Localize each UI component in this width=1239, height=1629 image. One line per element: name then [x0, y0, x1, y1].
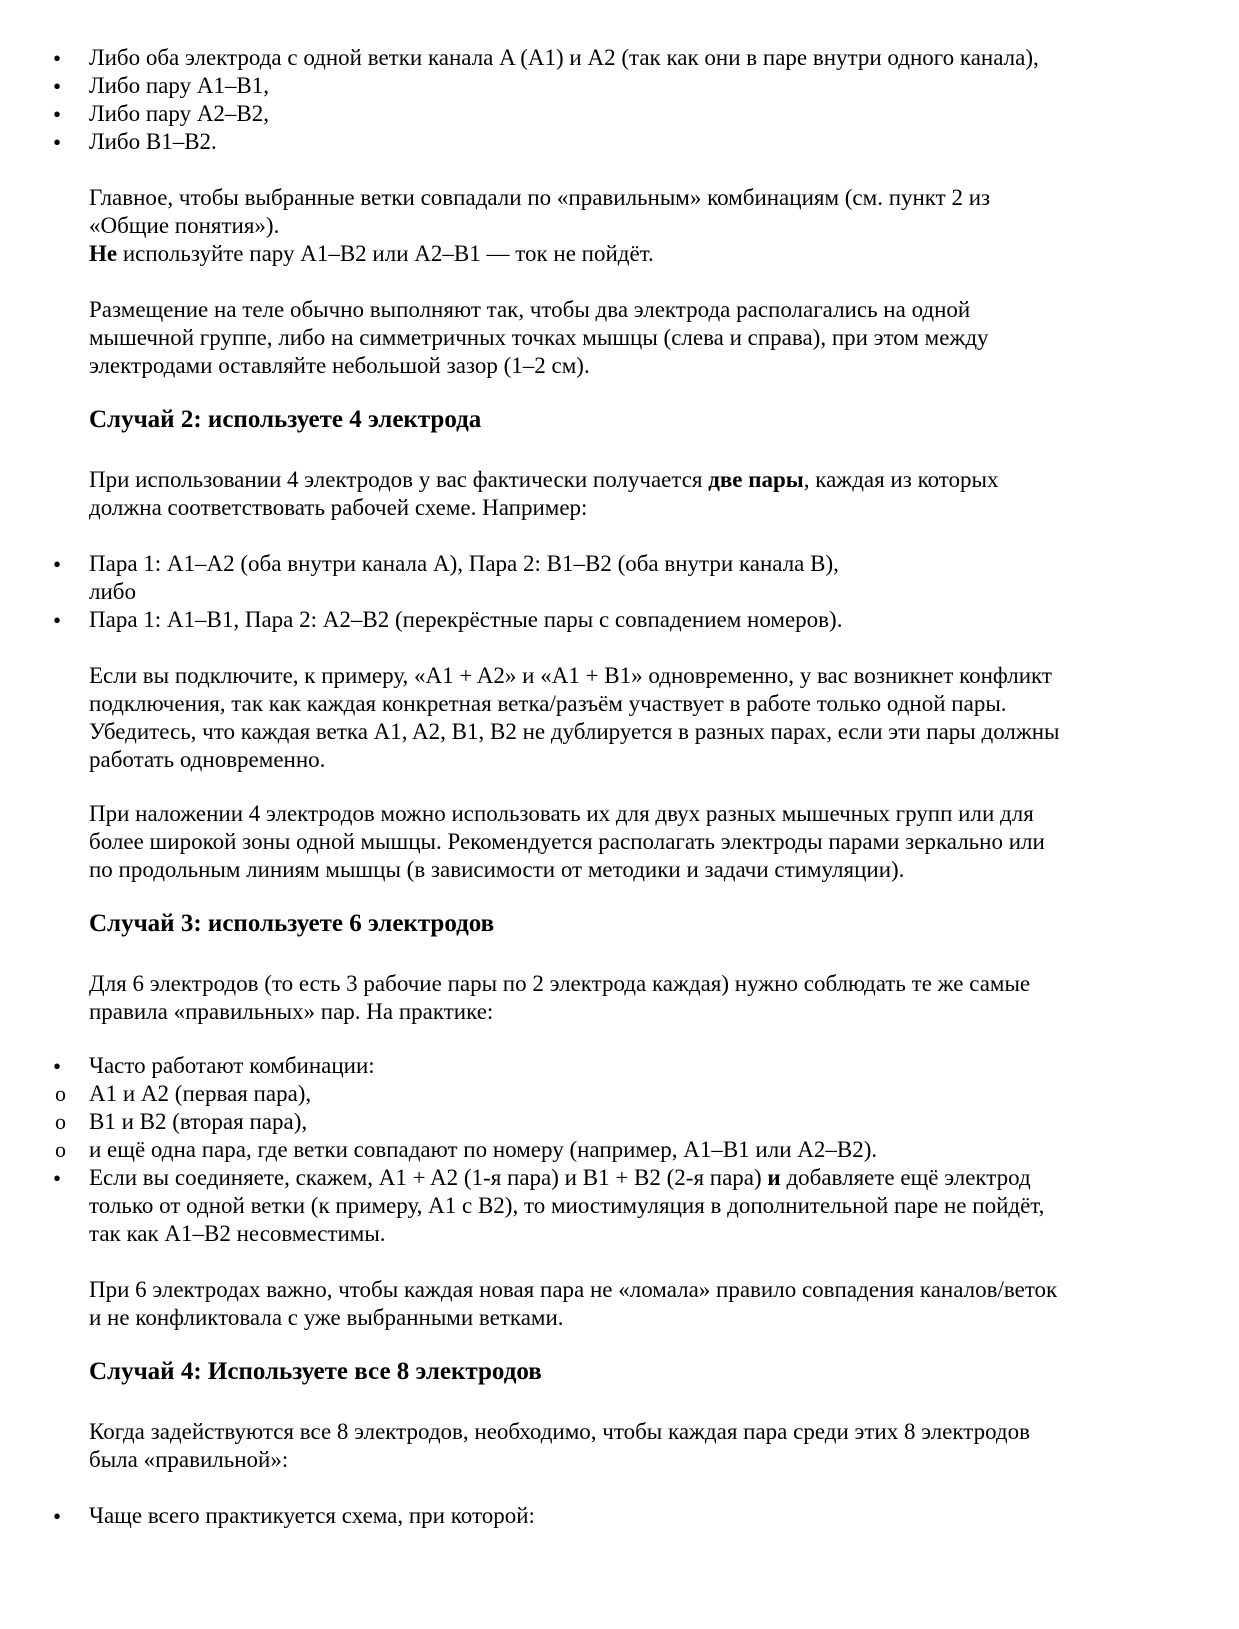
text: При использовании 4 электродов у вас фактически получается [89, 467, 709, 492]
sub-list-item: B1 и B2 (вторая пара), [89, 1109, 308, 1134]
list-item [89, 1164, 1031, 1192]
paragraph-line: работать одновременно. [89, 747, 326, 772]
paragraph-line: При 6 электродах важно, чтобы каждая новая пара не «ломала» правило совпадения каналов/веток [89, 1277, 1058, 1302]
bold-text: и [767, 1165, 781, 1190]
text: используйте пару A1–B2 или A2–B1 — ток не пойдёт. [117, 241, 654, 266]
sub-list-item: A1 и A2 (первая пара), [89, 1081, 312, 1106]
bullet: • [53, 74, 62, 99]
list-item: Часто работают комбинации: [89, 1053, 375, 1078]
paragraph-line: правила «правильных» пар. На практике: [89, 999, 494, 1024]
bullet: • [53, 608, 62, 633]
list-item-continuation: так как A1–B2 несовместимы. [89, 1221, 386, 1246]
bullet: • [53, 1166, 62, 1191]
paragraph-line: мышечной группе, либо на симметричных точках мышцы (слева и справа), при этом между [89, 325, 989, 350]
paragraph-line: была «правильной»: [89, 1447, 289, 1472]
section-heading-case-3: Случай 3: используете 6 электродов [89, 910, 495, 937]
list-item: Пара 1: A1–B1, Пара 2: A2–B2 (перекрёстные пары с совпадением номеров). [89, 607, 843, 632]
paragraph-line: Если вы подключите, к примеру, «A1 + A2» и «A1 + B1» одновременно, у вас возникнет конфликт [89, 663, 1052, 688]
list-item: Либо пару A1–B1, [89, 73, 270, 98]
paragraph-line: электродами оставляйте небольшой зазор (1–2 см). [89, 353, 590, 378]
bullet: • [53, 130, 62, 155]
bullet: • [53, 1504, 62, 1529]
paragraph-line: по продольным линиям мышцы (в зависимости от методики и задачи стимуляции). [89, 857, 905, 882]
paragraph-line: должна соответствовать рабочей схеме. Например: [89, 495, 588, 520]
sub-bullet: o [55, 1109, 66, 1134]
bullet: • [53, 46, 62, 71]
sub-bullet: o [55, 1137, 66, 1162]
paragraph-line: Убедитесь, что каждая ветка A1, A2, B1, B2 не дублируется в разных парах, если эти пары должны [89, 719, 1060, 744]
text: Если вы соединяете, скажем, A1 + A2 (1-я пара) и B1 + B2 (2-я пара) [89, 1165, 768, 1190]
bullet: • [53, 552, 62, 577]
paragraph-line: Для 6 электродов (то есть 3 рабочие пары по 2 электрода каждая) нужно соблюдать те же самые [89, 971, 1031, 996]
paragraph-line: более широкой зоны одной мышцы. Рекомендуется располагать электроды парами зеркально или [89, 829, 1045, 854]
bullet: • [53, 1054, 62, 1079]
list-item: Либо оба электрода с одной ветки канала A (A1) и A2 (так как они в паре внутри одного канала), [89, 45, 1039, 70]
bullet: • [53, 102, 62, 127]
paragraph-line: Главное, чтобы выбранные ветки совпадали по «правильным» комбинациям (см. пункт 2 из [89, 185, 991, 210]
list-item: Пара 1: A1–A2 (оба внутри канала A), Пара 2: B1–B2 (оба внутри канала B), [89, 551, 839, 576]
list-item-continuation: только от одной ветки (к примеру, A1 с B2), то миостимуляция в дополнительной паре не пойдёт, [89, 1193, 1045, 1218]
section-heading-case-2: Случай 2: используете 4 электрода [89, 406, 482, 433]
paragraph-line: При наложении 4 электродов можно использовать их для двух разных мышечных групп или для [89, 801, 1034, 826]
sub-list-item: и ещё одна пара, где ветки совпадают по номеру (например, A1–B1 или A2–B2). [89, 1137, 878, 1162]
paragraph-line: и не конфликтовала с уже выбранными ветками. [89, 1305, 564, 1330]
paragraph-line [89, 240, 654, 268]
list-item-continuation: либо [89, 579, 136, 604]
bold-text: Не [89, 241, 118, 266]
sub-bullet: o [55, 1081, 66, 1106]
paragraph-line: Когда задействуются все 8 электродов, необходимо, чтобы каждая пара среди этих 8 электродов [89, 1419, 1030, 1444]
paragraph-line: Размещение на теле обычно выполняют так, чтобы два электрода располагались на одной [89, 297, 971, 322]
list-item: Чаще всего практикуется схема, при которой: [89, 1503, 535, 1528]
text: добавляете ещё электрод [780, 1165, 1031, 1190]
paragraph-line: «Общие понятия»). [89, 213, 280, 238]
list-item: Либо пару A2–B2, [89, 101, 270, 126]
paragraph-line [89, 466, 998, 494]
text: , каждая из которых [803, 467, 999, 492]
list-item: Либо B1–B2. [89, 129, 217, 154]
section-heading-case-4: Случай 4: Используете все 8 электродов [89, 1358, 542, 1385]
paragraph-line: подключения, так как каждая конкретная ветка/разъём участвует в работе только одной пары. [89, 691, 1007, 716]
bold-text: две пары [708, 467, 804, 492]
